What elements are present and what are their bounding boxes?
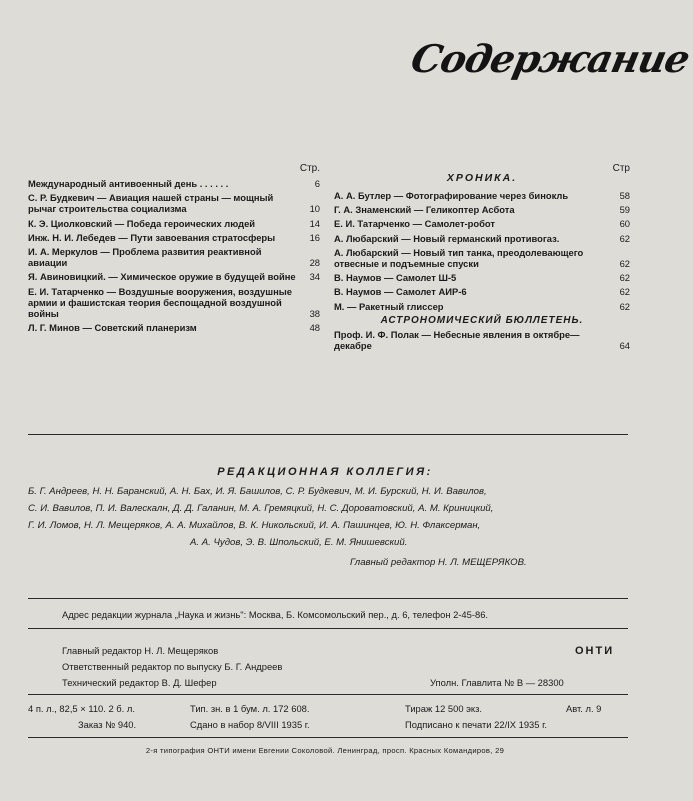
page-column-label-right: Стр xyxy=(612,163,630,174)
board-chief-editor: Главный редактор Н. Л. МЕЩЕРЯКОВ. xyxy=(350,557,527,568)
divider xyxy=(28,737,628,738)
board-members-line: А. А. Чудов, Э. В. Шпольский, Е. М. Янишевский. xyxy=(190,537,408,548)
toc-page-number: 48 xyxy=(309,322,320,334)
toc-page-number: 6 xyxy=(314,178,320,189)
toc-page-number: 34 xyxy=(309,271,320,283)
imprint-responsible-editor: Ответственный редактор по выпуску Б. Г. Андреев xyxy=(62,661,283,672)
editorial-address: Адрес редакции журнала „Наука и жизнь": Москва, Б. Комсомольский пер., д. 6, телефон 2-45-86. xyxy=(62,609,489,620)
toc-right-header xyxy=(334,163,630,184)
board-members-line: Б. Г. Андреев, Н. Н. Баранский, А. Н. Бах, И. Я. Башилов, С. Р. Будкевич, М. И. Бурский, Н. И. Вавилов, xyxy=(28,486,487,497)
toc-entry[interactable]: Проф. И. Ф. Полак — Небесные явления в октябре—декабре 64 xyxy=(334,329,630,352)
toc-page-number: 14 xyxy=(309,217,320,229)
toc-page-number: 10 xyxy=(309,203,320,215)
publisher-name: ОНТИ xyxy=(575,645,615,657)
toc-entry[interactable]: Международный антивоенный день . . . . . . 6 xyxy=(28,178,320,189)
toc-entry[interactable]: В. Наумов — Самолет АИР-6 62 xyxy=(334,286,630,298)
toc-entry[interactable]: Е. И. Татарченко — Самолет-робот 60 xyxy=(334,218,630,230)
board-members-line: С. И. Вавилов, П. И. Валескалн, Д. Д. Галанин, М. А. Гремяцкий, Н. С. Дороватовский, А. М. Криницкий, xyxy=(28,503,494,514)
toc-left-header xyxy=(28,163,320,178)
divider xyxy=(28,598,628,599)
page-title: Содержание xyxy=(407,36,693,81)
toc-entry[interactable]: Я. Авиновицкий. — Химическое оружие в будущей войне 34 xyxy=(28,271,320,283)
divider xyxy=(28,628,628,629)
toc-entry[interactable]: В. Наумов — Самолет Ш-5 62 xyxy=(334,272,630,284)
toc-page-number: 64 xyxy=(619,340,630,352)
divider xyxy=(28,434,628,435)
board-title: РЕДАКЦИОННАЯ КОЛЛЕГИЯ: xyxy=(217,466,433,478)
toc-page-number: 38 xyxy=(309,308,320,320)
toc-entry[interactable]: М. — Ракетный глиссер 62 xyxy=(334,300,630,312)
stat-order: Заказ № 940. xyxy=(78,719,137,730)
toc-entry[interactable]: Г. А. Знаменский — Геликоптер Асбота 59 xyxy=(334,204,630,216)
toc-entry[interactable]: К. Э. Циолковский — Победа героических людей 14 xyxy=(28,217,320,229)
stat-print-run: Тираж 12 500 экз. xyxy=(405,703,483,714)
toc-page-number: 28 xyxy=(309,257,320,269)
divider xyxy=(28,694,628,695)
chronicle-heading: ХРОНИКА. xyxy=(446,172,518,184)
toc-page-number: 62 xyxy=(619,300,630,312)
toc-entry[interactable]: С. Р. Будкевич — Авиация нашей страны — мощный рычаг строительства социализма 10 xyxy=(28,192,320,215)
toc-page-number: 62 xyxy=(619,232,630,244)
toc-entry[interactable]: Л. Г. Минов — Советский планеризм 48 xyxy=(28,322,320,334)
glavlit-number: Уполн. Главлита № В — 28300 xyxy=(430,677,564,688)
toc-entry[interactable]: И. А. Меркулов — Проблема развития реактивной авиации 28 xyxy=(28,246,320,269)
toc-entry[interactable]: А. Любарский — Новый тип танка, преодолевающего отвесные и подъемные спуски 62 xyxy=(334,246,630,270)
toc-page-number: 62 xyxy=(619,258,630,270)
toc-entry[interactable]: Инж. Н. И. Лебедев — Пути завоевания стратосферы 16 xyxy=(28,231,320,243)
stat-author-sheets: Авт. л. 9 xyxy=(566,703,602,714)
imprint-tech-editor: Технический редактор В. Д. Шефер xyxy=(62,677,217,688)
board-members-line: Г. И. Ломов, Н. Л. Мещеряков, А. А. Михайлов, В. К. Никольский, И. А. Пашинцев, Ю. Н. Флаксерман, xyxy=(28,520,481,531)
toc-page-number: 59 xyxy=(619,204,630,216)
toc-left-column xyxy=(28,163,320,336)
toc-page-number: 16 xyxy=(309,231,320,243)
stat-sent: Сдано в набор 8/VIII 1935 г. xyxy=(190,719,310,730)
toc-page-number: 62 xyxy=(619,272,630,284)
toc-entry[interactable]: А. А. Бутлер — Фотографирование через бинокль 58 xyxy=(334,190,630,201)
astro-heading: АСТРОНОМИЧЕСКИЙ БЮЛЛЕТЕНЬ. xyxy=(380,314,584,326)
toc-page-number: 60 xyxy=(619,218,630,230)
stat-signed: Подписано к печати 22/IX 1935 г. xyxy=(405,719,547,730)
toc-entry[interactable]: Е. И. Татарченко — Воздушные вооружения, воздушные армии и фашистская теория беспощадной воздушной войны 38 xyxy=(28,285,320,320)
stat-sheets: 4 п. л., 82,5 × 110. 2 б. л. xyxy=(28,703,135,714)
printing-house: 2-я типография ОНТИ имени Евгении Соколовой. Ленинград, просп. Красных Командиров, 29 xyxy=(145,746,505,755)
toc-entry[interactable]: А. Любарский — Новый германский противогаз. 62 xyxy=(334,232,630,244)
toc-page-number: 58 xyxy=(619,190,630,201)
toc-page-number: 62 xyxy=(619,286,630,298)
stat-chars: Тип. зн. в 1 бум. л. 172 608. xyxy=(190,703,310,714)
page-column-label: Стр. xyxy=(299,163,320,174)
imprint-chief-editor: Главный редактор Н. Л. Мещеряков xyxy=(62,645,219,656)
toc-right-column xyxy=(334,163,630,354)
